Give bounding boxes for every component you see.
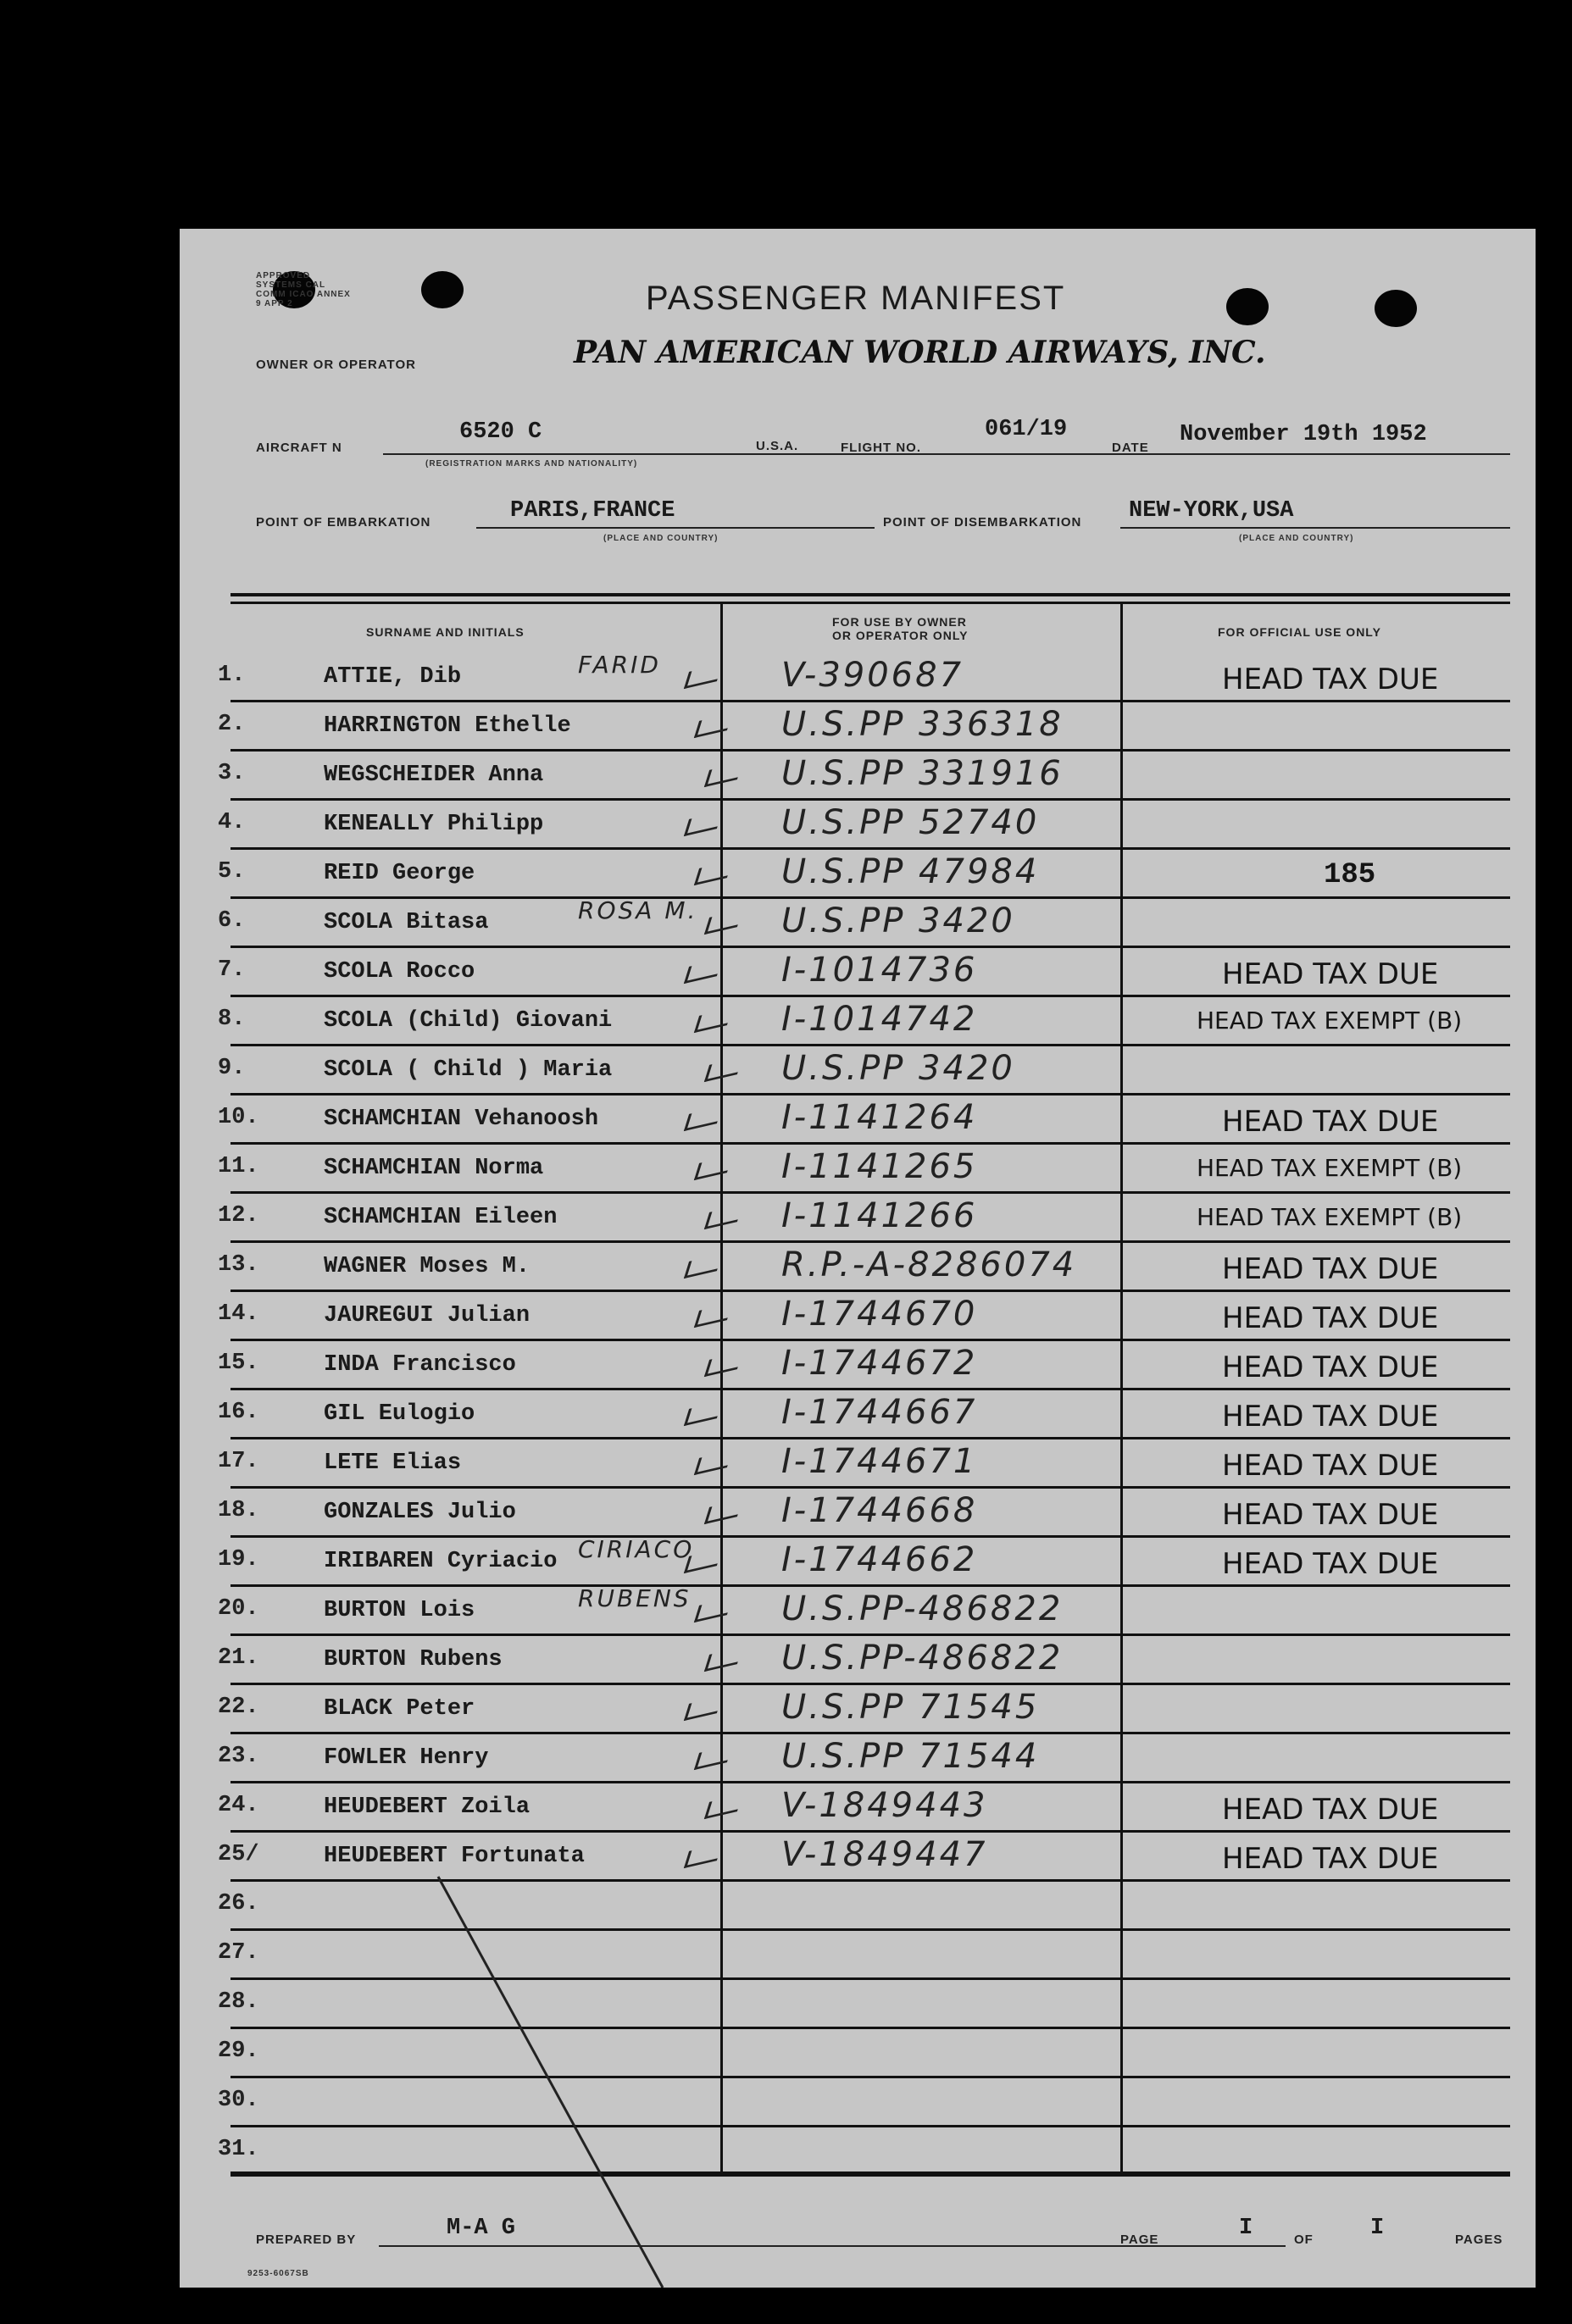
annotation-stroke [180, 229, 1536, 2288]
aircraft-sublabel: (REGISTRATION MARKS AND NATIONALITY) [425, 459, 638, 469]
document-number: I-1744667 [781, 1393, 978, 1432]
row-number: 4. [218, 810, 246, 835]
flight-label: FLIGHT NO. [841, 441, 921, 455]
handwritten-correction: ROSA M. [578, 896, 698, 924]
row-number: 10. [218, 1105, 259, 1130]
document-number: I-1141265 [781, 1147, 978, 1186]
flight-value: 061/19 [985, 417, 1068, 442]
disembarkation-sublabel: (PLACE AND COUNTRY) [1239, 534, 1354, 543]
passenger-name: WEGSCHEIDER Anna [324, 763, 544, 788]
row-number: 22. [218, 1694, 259, 1720]
document-number: I-1014742 [781, 1000, 978, 1039]
row-number: 24. [218, 1793, 259, 1818]
passenger-name: LETE Elias [324, 1450, 462, 1476]
embarkation-label: POINT OF EMBARKATION [256, 515, 431, 530]
handwritten-correction: RUBENS [578, 1584, 692, 1612]
row-number: 17. [218, 1449, 259, 1474]
document-number: I-1744671 [781, 1442, 978, 1481]
row-number: 19. [218, 1547, 259, 1572]
passenger-name: GIL Eulogio [324, 1401, 475, 1427]
document-number: V-1849447 [781, 1835, 988, 1874]
aircraft-label: AIRCRAFT N [256, 441, 342, 455]
document-number: U.S.PP-486822 [781, 1589, 1064, 1628]
official-note: HEAD TAX DUE [1222, 1400, 1439, 1434]
row-number: 2. [218, 712, 246, 737]
approval-text: APPROVED SYSTEMS CAL COMM ICAO ANNEX 9 APP 2 [256, 271, 351, 308]
row-number: 13. [218, 1252, 259, 1278]
document-number: U.S.PP-486822 [781, 1639, 1064, 1678]
passenger-name: BURTON Lois [324, 1598, 475, 1623]
passenger-name: HEUDEBERT Fortunata [324, 1844, 585, 1869]
document-number: I-1744672 [781, 1344, 978, 1383]
embarkation-value: PARIS,FRANCE [510, 498, 675, 524]
column-header-surname: SURNAME AND INITIALS [366, 625, 525, 639]
document-number: U.S.PP 71544 [781, 1737, 1040, 1776]
document-number: U.S.PP 3420 [781, 901, 1015, 940]
row-number: 16. [218, 1400, 259, 1425]
passenger-name: GONZALES Julio [324, 1500, 516, 1525]
passenger-name: BLACK Peter [324, 1696, 475, 1722]
document-number: I-1744670 [781, 1295, 978, 1334]
passenger-name: KENEALLY Philipp [324, 812, 544, 837]
passenger-name: IRIBAREN Cyriacio [324, 1549, 558, 1574]
passenger-name: SCHAMCHIAN Vehanoosh [324, 1107, 599, 1132]
manifest-sheet [180, 229, 1536, 2288]
passenger-name: FOWLER Henry [324, 1745, 489, 1771]
document-number: I-1014736 [781, 951, 978, 990]
prepared-by-label: PREPARED BY [256, 2232, 357, 2247]
row-number: 26. [218, 1891, 259, 1916]
official-note: HEAD TAX EXEMPT (B) [1197, 1007, 1463, 1034]
official-note: HEAD TAX DUE [1222, 1252, 1439, 1286]
of-label: OF [1294, 2232, 1314, 2247]
row-number: 15. [218, 1351, 259, 1376]
official-note: HEAD TAX DUE [1222, 663, 1439, 696]
row-number: 1. [218, 663, 246, 688]
prepared-by-value: M-A G [447, 2216, 516, 2241]
row-number: 30. [218, 2088, 259, 2113]
column-header-official: FOR OFFICIAL USE ONLY [1218, 625, 1381, 639]
official-note: HEAD TAX DUE [1222, 1842, 1439, 1876]
document-number: V-1849443 [781, 1786, 988, 1825]
row-number: 5. [218, 859, 246, 885]
official-note: HEAD TAX DUE [1222, 957, 1439, 991]
disembarkation-label: POINT OF DISEMBARKATION [883, 515, 1082, 530]
row-number: 6. [218, 908, 246, 934]
row-number: 9. [218, 1056, 246, 1081]
passenger-name: BURTON Rubens [324, 1647, 503, 1672]
row-number: 23. [218, 1744, 259, 1769]
row-number: 20. [218, 1596, 259, 1622]
document-title: PASSENGER MANIFEST [646, 280, 1066, 317]
row-number: 3. [218, 761, 246, 786]
official-note: 185 [1324, 859, 1376, 891]
aircraft-value: 6520 C [459, 419, 542, 445]
passenger-name: SCOLA (Child) Giovani [324, 1008, 613, 1034]
passenger-name: HEUDEBERT Zoila [324, 1794, 530, 1820]
document-number: U.S.PP 336318 [781, 705, 1064, 744]
pages-label: PAGES [1455, 2232, 1503, 2247]
official-note: HEAD TAX DUE [1222, 1793, 1439, 1827]
row-number: 29. [218, 2038, 259, 2064]
date-label: DATE [1112, 441, 1149, 455]
document-number: U.S.PP 3420 [781, 1049, 1015, 1088]
page-label: PAGE [1120, 2232, 1159, 2247]
passenger-name: SCOLA Rocco [324, 959, 475, 985]
document-number: I-1744662 [781, 1540, 978, 1579]
of-value: I [1370, 2216, 1385, 2241]
passenger-name: INDA Francisco [324, 1352, 516, 1378]
passenger-name: ATTIE, Dib [324, 664, 462, 690]
official-note: HEAD TAX DUE [1222, 1547, 1439, 1581]
row-number: 8. [218, 1007, 246, 1032]
official-note: HEAD TAX DUE [1222, 1449, 1439, 1483]
document-number: R.P.-A-8286074 [781, 1245, 1077, 1284]
passenger-name: REID George [324, 861, 475, 886]
passenger-name: JAUREGUI Julian [324, 1303, 530, 1328]
row-number: 31. [218, 2137, 259, 2162]
page-value: I [1239, 2216, 1253, 2241]
row-number: 7. [218, 957, 246, 983]
document-number: U.S.PP 71545 [781, 1688, 1040, 1727]
document-number: I-1141266 [781, 1196, 978, 1235]
column-header-owner-line1: FOR USE BY OWNER [832, 615, 967, 629]
row-number: 25/ [218, 1842, 259, 1867]
row-number: 18. [218, 1498, 259, 1523]
disembarkation-value: NEW-YORK,USA [1129, 498, 1294, 524]
official-note: HEAD TAX DUE [1222, 1498, 1439, 1532]
row-number: 12. [218, 1203, 259, 1229]
document-number: I-1141264 [781, 1098, 978, 1137]
passenger-name: WAGNER Moses M. [324, 1254, 530, 1279]
column-header-owner-line2: OR OPERATOR ONLY [832, 629, 969, 642]
official-note: HEAD TAX DUE [1222, 1301, 1439, 1335]
owner-label: OWNER OR OPERATOR [256, 358, 416, 372]
official-note: HEAD TAX EXEMPT (B) [1197, 1154, 1463, 1182]
passenger-name: SCOLA ( Child ) Maria [324, 1057, 613, 1083]
form-number: 9253-6067SB [247, 2269, 309, 2278]
owner-value: PAN AMERICAN WORLD AIRWAYS, INC. [574, 335, 1266, 370]
document-number: U.S.PP 331916 [781, 754, 1064, 793]
passenger-name: SCHAMCHIAN Norma [324, 1156, 544, 1181]
document-number: V-390687 [781, 656, 964, 695]
document-number: I-1744668 [781, 1491, 978, 1530]
document-number: U.S.PP 52740 [781, 803, 1040, 842]
row-number: 28. [218, 1989, 259, 2015]
row-number: 27. [218, 1940, 259, 1966]
document-number: U.S.PP 47984 [781, 852, 1040, 891]
row-number: 11. [218, 1154, 259, 1179]
usa-label: U.S.A. [756, 439, 799, 453]
handwritten-correction: CIRIACO [578, 1535, 695, 1563]
passenger-name: SCHAMCHIAN Eileen [324, 1205, 558, 1230]
handwritten-correction: FARID [578, 651, 661, 679]
row-number: 21. [218, 1645, 259, 1671]
official-note: HEAD TAX DUE [1222, 1105, 1439, 1139]
embarkation-sublabel: (PLACE AND COUNTRY) [603, 534, 719, 543]
official-note: HEAD TAX EXEMPT (B) [1197, 1203, 1463, 1231]
row-number: 14. [218, 1301, 259, 1327]
passenger-name: HARRINGTON Ethelle [324, 713, 571, 739]
passenger-name: SCOLA Bitasa [324, 910, 489, 935]
official-note: HEAD TAX DUE [1222, 1351, 1439, 1384]
date-value: November 19th 1952 [1180, 422, 1427, 447]
